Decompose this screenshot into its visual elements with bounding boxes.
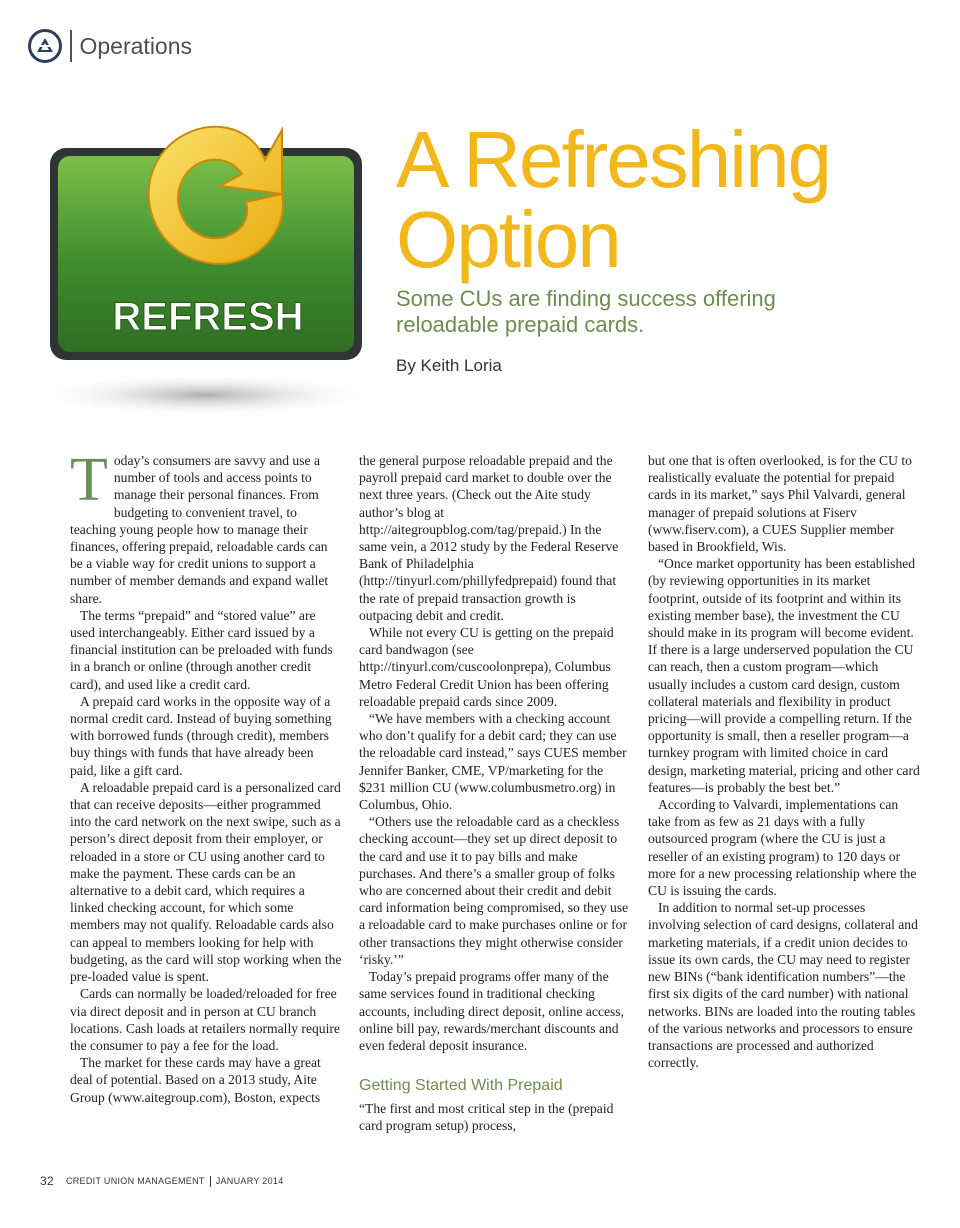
article-title bbox=[396, 115, 936, 284]
paragraph: Today’s prepaid programs offer many of the same services found in traditional checking accounts, including direct deposit, online access, online bill pay, rewards/merchant discounts and even federal deposit insurance. bbox=[359, 969, 624, 1053]
drop-cap: T bbox=[70, 446, 108, 514]
paragraph: Today’s consumers are savvy and use a number of tools and access points to manage their personal finances. From budgeting to convenient travel, to teaching young people how to manage their finances, offering prepaid, reloadable cards can be a viable way for credit unions to support a number of member demands and expand wallet share. bbox=[70, 446, 329, 606]
article-subtitle: Some CUs are finding success offering reloadable prepaid cards. bbox=[396, 286, 776, 337]
section-label: Operations bbox=[79, 32, 193, 59]
page-footer bbox=[40, 1174, 284, 1188]
logo-mark bbox=[34, 35, 56, 57]
column-2 bbox=[359, 452, 631, 1135]
issue-date: JANUARY 2014 bbox=[215, 1176, 284, 1186]
cues-logo-icon bbox=[28, 29, 62, 63]
paragraph: According to Valvardi, implementations can take from as few as 21 days with a fully outsourced program (where the CU is just a reseller of an existing program) to 120 days or more for a new processing relationship where the CU is issuing the cards. bbox=[648, 797, 917, 899]
page-header bbox=[28, 26, 192, 66]
button-shadow bbox=[30, 373, 380, 417]
paragraph: the general purpose reloadable prepaid and the payroll prepaid card market to double over the next three years. (Check out the Aite study author’s blog at http://aitegroupblog.com/tag/prepaid.) In the same vein, a 2012 study by the Federal Reserve Bank of Philadelphia (http://tinyurl.com/phillyfedprepaid) found that the rate of prepaid transaction growth is outpacing debit and credit. bbox=[359, 453, 619, 623]
paragraph: The terms “prepaid” and “stored value” are used interchangeably. Either card issued by a financial institution can be preloaded with funds in a branch or online (through another credit card), and used like a credit card. bbox=[70, 607, 333, 692]
paragraph: While not every CU is getting on the prepaid card bandwagon (see http://tinyurl.com/cuscoolonprepa), Columbus Metro Federal Credit Union has been offering reloadable prepaid cards since 2009. bbox=[359, 625, 614, 709]
column-1 bbox=[70, 446, 342, 1106]
refresh-label: REFRESH bbox=[112, 295, 304, 339]
title-line-1: A Refreshing bbox=[396, 115, 831, 204]
paragraph: The market for these cards may have a great deal of potential. Based on a 2013 study, Aite Group (www.aitegroup.com), Boston, expects bbox=[70, 1055, 321, 1105]
refresh-illustration bbox=[20, 90, 380, 420]
paragraph: Cards can normally be loaded/reloaded for free via direct deposit and in person at CU branch locations. Cash loads at retailers normally require the consumer to pay a fee for the load. bbox=[70, 986, 340, 1053]
page-number: 32 bbox=[40, 1174, 54, 1188]
paragraph: A prepaid card works in the opposite way of a normal credit card. Instead of buying something with borrowed funds (through credit), members buy things with funds that have already been paid, like a gift card. bbox=[70, 693, 332, 778]
footer-divider bbox=[210, 1176, 211, 1187]
title-line-2: Option bbox=[396, 195, 620, 284]
paragraph: but one that is often overlooked, is for the CU to realistically evaluate the potential for prepaid cards in its market,” says Phil Valvardi, general manager of prepaid solutions at Fiserv (www.fiserv.com), a CUES Supplier member based in Brookfield, Wis. bbox=[648, 453, 912, 555]
paragraph: A reloadable prepaid card is a personalized card that can receive deposits—either programmed into the card network on the next swipe, such as a person’s direct deposit from their employer, or reloaded in a store or CU using another card to make the payment. These cards can be an alternative to a debit card, which requires a linked checking account, for which some members may not qualify. Reloadable cards also can appeal to members looking for help with budgeting, as the card will stop working when the pre-loaded value is spent. bbox=[70, 779, 342, 985]
byline: By Keith Loria bbox=[396, 356, 502, 375]
paragraph: “We have members with a checking account who don’t qualify for a debit card; they can use the reloadable card instead,” says CUES member Jennifer Banker, CME, VP/marketing for the $231 million CU (www.columbusmetro.org) in Columbus, Ohio. bbox=[359, 711, 627, 813]
paragraph: “Once market opportunity has been established (by reviewing opportunities in its market footprint, outside of its footprint and within its existing member base), the investment the CU should make in its program will become evident. If there is a large underserved population the CU can reach, then a custom program—which usually includes a custom card design, custom collateral materials and flexibility in product pricing—will provide a compelling return. If the opportunity is small, then a reseller program—a turnkey program with limited choice in card design, marketing material, pricing and other card features—is probably the best bet.” bbox=[648, 556, 920, 795]
section-heading: Getting Started With Prepaid bbox=[359, 1077, 563, 1095]
publication-name: CREDIT UNION MANAGEMENT bbox=[65, 1176, 205, 1186]
header-divider bbox=[70, 30, 72, 62]
paragraph: “The first and most critical step in the (prepaid card program setup) process, bbox=[359, 1101, 614, 1134]
paragraph: “Others use the reloadable card as a checkless checking account—they set up direct deposit to the card and use it to pay bills and make purchases. And there’s a smaller group of folks who are concerned about their credit and debit card information being compromised, so they use a reloadable card to make purchases online or for other transactions they might otherwise consider ‘risky.’” bbox=[359, 814, 629, 967]
paragraph: In addition to normal set-up processes involving selection of card designs, collateral and marketing materials, if a credit union decides to issue its own cards, the CU may need to register new BINs (“bank identification numbers”—the first six digits of the card number) with national networks. BINs are loaded into the routing tables of the various networks and processors to ensure transactions are processed and authorized correctly. bbox=[648, 900, 918, 1071]
column-3 bbox=[648, 452, 920, 1071]
